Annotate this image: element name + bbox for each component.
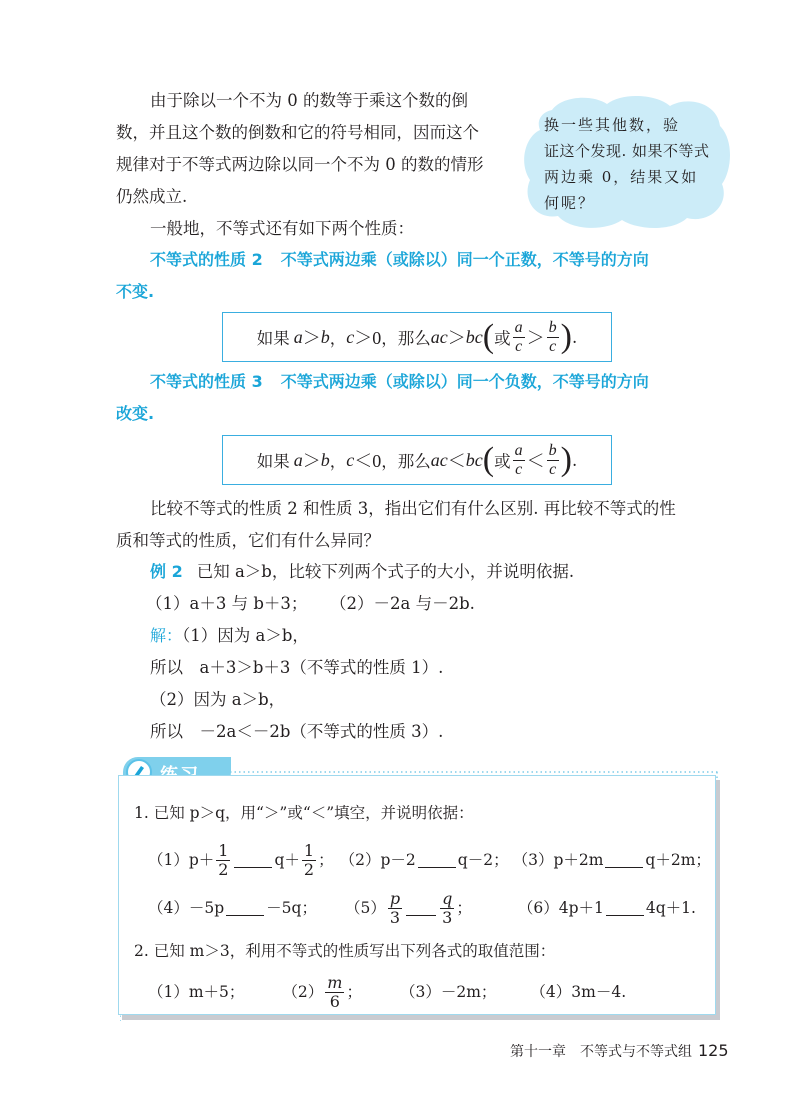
formula-text: 或: [494, 452, 511, 471]
numerator: a: [514, 318, 523, 336]
item-1: （1）m＋5；: [148, 983, 245, 1001]
exercise-q1-row2: [148, 888, 696, 928]
fraction-m-over-6: [325, 972, 344, 1011]
chapter-title: 第十一章 不等式与不等式组: [510, 1044, 692, 1060]
property-2-heading: [150, 249, 649, 271]
denominator: c: [515, 460, 523, 478]
numerator: b: [548, 318, 557, 336]
property-3-title: 不等式的性质 3: [150, 372, 263, 391]
solution-line: 所以 a＋3＞b＋3（不等式的性质 1）.: [150, 658, 444, 677]
paragraph-line: 规律对于不等式两边除以同一个不为 0 的数的情形: [116, 155, 484, 174]
paragraph-line: 比较不等式的性质 2 和性质 3，指出它们有什么区别. 再比较不等式的性: [150, 499, 676, 518]
right-paren: ): [560, 318, 572, 355]
property-3-text: 不等式两边乘（或除以）同一个负数，不等号的方向: [280, 372, 649, 391]
solution-label: 解：: [150, 626, 183, 645]
answer-blank[interactable]: [234, 853, 272, 868]
paragraph-line: 质和等式的性质，它们有什么异同？: [116, 531, 380, 550]
item-4: －5q；: [266, 899, 317, 917]
left-paren: (: [482, 318, 495, 355]
denominator: c: [549, 460, 557, 478]
var-a: a: [293, 449, 303, 470]
numerator: a: [514, 441, 523, 459]
var-b: b: [320, 449, 330, 470]
relation: ＞: [302, 328, 321, 348]
formula-text: ，那么: [381, 329, 431, 348]
var-a: a: [293, 326, 303, 347]
example-2-q1: （1）a＋3 与 b＋3；: [146, 594, 308, 613]
fraction-b-over-c: [547, 320, 559, 355]
paragraph-line: 一般地，不等式还有如下两个性质：: [150, 219, 414, 238]
formula-text: .: [571, 450, 578, 470]
formula-text: 或: [494, 329, 511, 348]
fraction-p-over-3: [388, 888, 402, 927]
fraction-a-over-c: [513, 443, 525, 478]
right-paren: ): [560, 441, 572, 478]
relation: ＞: [447, 328, 466, 348]
formula-text: .: [571, 327, 578, 347]
denominator: 3: [442, 907, 453, 927]
item-1: （1）p＋: [148, 851, 215, 869]
formula-text: 如果: [256, 452, 290, 471]
property-3-text-end: 改变.: [116, 404, 155, 423]
property-3-formula-box: [222, 435, 612, 485]
relation: ＞: [302, 451, 321, 471]
solution-line: [150, 625, 309, 647]
var-c: c: [346, 449, 355, 470]
fraction-half: [216, 840, 230, 879]
item-1: q＋: [274, 851, 300, 869]
paragraph-line: 由于除以一个不为 0 的数等于乘这个数的倒: [150, 91, 468, 110]
denominator: c: [515, 337, 523, 355]
property-2-formula-box: [222, 312, 612, 362]
item-4: （4）－5p: [148, 899, 225, 917]
formula-text: ，那么: [381, 452, 431, 471]
relation: ＜: [447, 451, 466, 471]
property-2-text-end: 不变.: [116, 282, 155, 301]
paragraph-line: 数，并且这个数的倒数和它的符号相同，因而这个: [116, 123, 479, 142]
var-ac: ac: [430, 326, 448, 347]
exercise-q2-stem: 2. 已知 m＞3，利用不等式的性质写出下列各式的取值范围：: [134, 942, 556, 960]
example-2-stem: [150, 561, 574, 583]
item-3: （3）－2m；: [399, 983, 497, 1001]
fraction-b-over-c: [547, 443, 559, 478]
example-question: 已知 a＞b，比较下列两个式子的大小，并说明依据.: [196, 562, 575, 581]
item-3: q＋2m；: [645, 851, 711, 869]
denominator: 2: [303, 859, 315, 879]
page-footer: [510, 1041, 729, 1061]
condition: ＜0: [354, 451, 382, 471]
item-2: （2）: [282, 983, 324, 1001]
relation: ＜: [526, 451, 545, 471]
numerator: 1: [218, 840, 229, 860]
left-paren: (: [482, 441, 495, 478]
exercise-q1-stem: 1. 已知 p＞q，用“＞”或“＜”填空，并说明依据：: [134, 804, 474, 822]
item-1: ；: [318, 851, 334, 869]
page-number: 125: [698, 1041, 729, 1060]
item-5: （5）: [344, 899, 386, 917]
item-3: （3）p＋2m: [512, 851, 604, 869]
solution-line: （2）因为 a＞b，: [150, 690, 286, 709]
numerator: q: [442, 888, 453, 908]
denominator: 2: [218, 859, 229, 879]
formula-text: 如果: [256, 329, 290, 348]
solution-line: 所以 －2a＜－2b（不等式的性质 3）.: [150, 722, 444, 741]
numerator: p: [389, 888, 401, 908]
var-b: b: [320, 326, 330, 347]
fraction-half: [302, 840, 316, 879]
var-bc: bc: [465, 449, 483, 470]
item-2: ；: [346, 983, 362, 1001]
item-2: （2）p－2: [339, 851, 416, 869]
fraction-q-over-3: [440, 888, 454, 927]
fraction-a-over-c: [513, 320, 525, 355]
numerator: 1: [303, 840, 315, 860]
numerator: m: [327, 972, 343, 992]
formula-text: ，: [329, 452, 347, 471]
answer-blank[interactable]: [226, 901, 264, 916]
exercise-q1-row1: [148, 842, 711, 878]
denominator: c: [549, 337, 557, 355]
answer-blank[interactable]: [606, 901, 644, 916]
item-4: （4）3m－4.: [530, 983, 627, 1001]
formula-text: ，: [329, 329, 347, 348]
denominator: 3: [389, 907, 401, 927]
relation: ＞: [526, 328, 545, 348]
item-6: （6）4p＋1: [517, 899, 604, 917]
paragraph-line: 仍然成立.: [116, 187, 188, 206]
answer-blank[interactable]: [605, 853, 643, 868]
var-bc: bc: [465, 326, 483, 347]
item-6: 4q＋1.: [645, 899, 696, 917]
property-3-heading: [150, 371, 649, 393]
solution-text: （1）因为 a＞b，: [182, 626, 309, 645]
example-label: 例 2: [150, 562, 183, 581]
answer-blank[interactable]: [406, 901, 436, 916]
var-ac: ac: [430, 449, 448, 470]
numerator: b: [548, 441, 557, 459]
property-2-text: 不等式两边乘（或除以）同一个正数，不等号的方向: [280, 250, 649, 269]
property-2-title: 不等式的性质 2: [150, 250, 263, 269]
example-2-q2: （2）－2a 与－2b.: [330, 594, 475, 613]
sidebar-note: 换一些其他数，验 证这个发现. 如果不等式 两边乘 0，结果又如 何呢？: [544, 116, 710, 212]
condition: ＞0: [354, 328, 382, 348]
exercise-q2-row: [148, 972, 626, 1012]
var-c: c: [346, 326, 355, 347]
item-2: q－2；: [457, 851, 509, 869]
item-5: ；: [456, 899, 472, 917]
answer-blank[interactable]: [418, 853, 456, 868]
denominator: 6: [329, 991, 340, 1011]
